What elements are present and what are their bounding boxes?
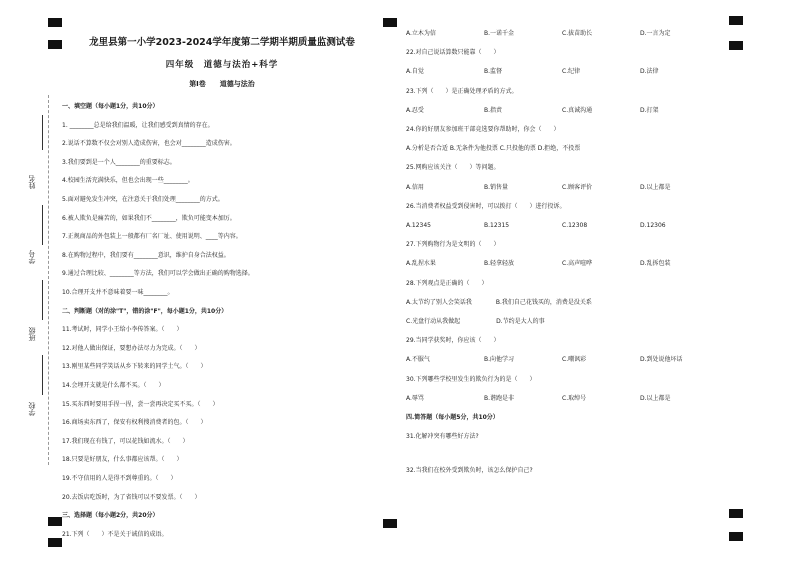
- option-item: B.监督: [484, 68, 503, 76]
- class-blank-line: [42, 280, 43, 320]
- question-line: 10.合理开支并不意味着要一味________。: [62, 289, 174, 296]
- question-line: 20.去饭店吃饭时，为了省钱可以不要发票。（ ）: [62, 493, 201, 501]
- option-item: A.立木为信: [406, 30, 436, 37]
- section-heading: 二、判断题（对的涂"T"，错的涂"F"，每小题1分，共10分）: [62, 307, 228, 315]
- question-line: 6.被人欺负是痛苦的，如果我们不________，欺负可能变本加厉。: [62, 214, 236, 222]
- school-label: 学校: [28, 402, 36, 416]
- school-blank-line: [42, 355, 43, 395]
- registration-mark: [48, 517, 62, 526]
- question-line: 1. ________总是给我们温暖，让我们感受到真情的存在。: [62, 121, 214, 129]
- question-line: 23.下列（ ）是正确处理矛盾的方式。: [406, 87, 518, 95]
- registration-mark: [383, 519, 397, 528]
- question-line: 21.下列（ ）不是关于诚信的成语。: [62, 530, 168, 538]
- option-item: D.乱拆包装: [640, 260, 671, 268]
- option-item: B.向他学习: [484, 356, 515, 364]
- question-line: 4.校园生活充满快乐，但也会出现一些________。: [62, 177, 194, 185]
- question-line: C.光盘行动从我做起 D.节约是大人的事: [406, 318, 545, 325]
- option-item: C.12308: [562, 222, 588, 229]
- option-item: A.辱骂: [406, 394, 424, 402]
- question-line: 28.下列观点是正确的（ ）: [406, 279, 488, 287]
- registration-mark: [729, 41, 743, 50]
- option-item: A.12345: [406, 222, 431, 229]
- id-blank-line: [42, 205, 43, 245]
- question-line: 18.只要是好朋友，什么事都应该帮。（ ）: [62, 456, 183, 464]
- question-line: 26.当消费者权益受到侵害时，可以拨打（ ）进行投诉。: [406, 202, 566, 210]
- question-line: 25.网购应该关注（ ）等问题。: [406, 164, 500, 172]
- question-line: 12.对他人做出保证，要想办法尽力为完成。（ ）: [62, 344, 201, 352]
- option-item: D.到处说他坏话: [640, 356, 683, 364]
- option-item: A.自觉: [406, 68, 424, 76]
- option-item: B.指责: [484, 106, 503, 114]
- question-line: 29.当同学获奖时，你应该（ ）: [406, 337, 500, 345]
- question-line: 2.说话不算数不仅会对别人造成伤害，也会对________造成伤害。: [62, 140, 236, 148]
- id-label: 学号: [28, 250, 36, 264]
- registration-mark: [48, 18, 62, 27]
- question-line: 30.下列哪些学校里发生的欺负行为的是（ ）: [406, 375, 536, 383]
- option-item: A.不服气: [406, 356, 430, 364]
- option-item: C.嘲讽彩: [562, 356, 587, 364]
- option-item: C.高声喧哗: [562, 260, 593, 268]
- class-label: 班级: [28, 327, 36, 341]
- question-line: 5.面对避免发生冲突，在注意关于我们处理________的方式。: [62, 196, 224, 203]
- question-line: 32.当我们在校外受到欺负时，该怎么保护自己?: [406, 467, 533, 474]
- registration-mark: [729, 16, 743, 25]
- option-item: B.销售量: [484, 183, 509, 191]
- exam-title: 龙里县第一小学2023-2024学年度第二学期半期质量监测试卷: [89, 37, 355, 48]
- question-line: 11.考试时，同学小王给小李传答案。（ ）: [62, 326, 183, 334]
- question-line: 19.不守信用的人是得不到尊重的。（ ）: [62, 475, 177, 482]
- registration-mark: [383, 18, 397, 27]
- section-heading: 三、选择题（每小题2分，共20分）: [62, 512, 159, 520]
- option-item: D.法律: [640, 68, 659, 76]
- option-item: D.一言为定: [640, 30, 671, 37]
- question-line: 15.买东西时要用手捏一捏，尝一尝再决定买不买。（ ）: [62, 400, 219, 408]
- paper-label: 第Ⅰ卷 道德与法治: [189, 80, 255, 88]
- registration-mark: [729, 532, 743, 541]
- question-line: 27.下列购物行为是文明的（ ）: [406, 241, 500, 249]
- name-label: 姓名: [28, 175, 36, 189]
- question-line: 9.通过合理比较、________等方法，我们可以学会做出正确的购物选择。: [62, 270, 254, 278]
- question-line: 31.化解冲突有哪些好方法?: [406, 433, 479, 441]
- section-heading: 一、填空题（每小题1分，共10分）: [62, 103, 159, 110]
- name-blank-line: [42, 115, 43, 150]
- question-line: 16.商场卖东西了，保安有权利搜消费者的包。（ ）: [62, 419, 207, 427]
- option-item: D.12306: [640, 222, 666, 229]
- option-item: A.忍受: [406, 106, 424, 114]
- question-line: 13.刚里某些同学笑话从乡下转来的同学土气。（ ）: [62, 363, 207, 371]
- exam-subtitle: 四年级 道德与法治+科学: [165, 60, 279, 70]
- option-item: A.信用: [406, 183, 424, 191]
- question-line: 7.正规商品的外包装上一般都有厂名厂址、使用说明、____等内容。: [62, 233, 242, 241]
- option-item: C.顾客评价: [562, 183, 593, 191]
- question-line: 24.你的好朋友参加班干部竞选要你帮助时，你会（ ）: [406, 126, 560, 133]
- question-line: 22.对自己说话算数只能靠（ ）: [406, 49, 500, 57]
- option-item: B.一诺千金: [484, 30, 515, 37]
- option-item: D.以上都是: [640, 183, 671, 191]
- option-item: C.纪律: [562, 68, 581, 76]
- binding-dashed-line: [48, 95, 49, 465]
- option-item: B.轻拿轻放: [484, 260, 515, 268]
- binding-margin: [28, 95, 58, 465]
- option-item: C.取绰号: [562, 394, 587, 402]
- registration-mark: [48, 40, 62, 49]
- option-item: C.真诚沟通: [562, 106, 593, 114]
- section-heading: 四.简答题（每小题5分，共10分）: [406, 414, 499, 421]
- option-item: B.谐跑是非: [484, 394, 515, 402]
- question-line: 14.会埋开支就是什么都不买。（ ）: [62, 382, 165, 389]
- question-line: A.太节约了别人会笑话我 B.我们自己花钱买的，消费是没关系: [406, 298, 592, 306]
- question-line: 17.我们现在有钱了，可以花钱如流水。（ ）: [62, 437, 189, 445]
- option-item: D.打架: [640, 106, 659, 114]
- option-item: C.拔苗助长: [562, 30, 593, 37]
- option-item: A.乱捏水果: [406, 260, 436, 268]
- registration-mark: [729, 509, 743, 518]
- question-line: 3.我们要到是一个人________的重要标志。: [62, 158, 176, 166]
- option-item: D.以上都是: [640, 394, 671, 402]
- question-line: A.分析是否合适 B.无条件为他投票 C.只投他的票 D.拒绝，不投票: [406, 145, 581, 153]
- option-item: B.12315: [484, 222, 510, 229]
- question-line: 8.在购物过程中，我们要有________意识，维护自身合法权益。: [62, 251, 230, 259]
- registration-mark: [48, 538, 62, 547]
